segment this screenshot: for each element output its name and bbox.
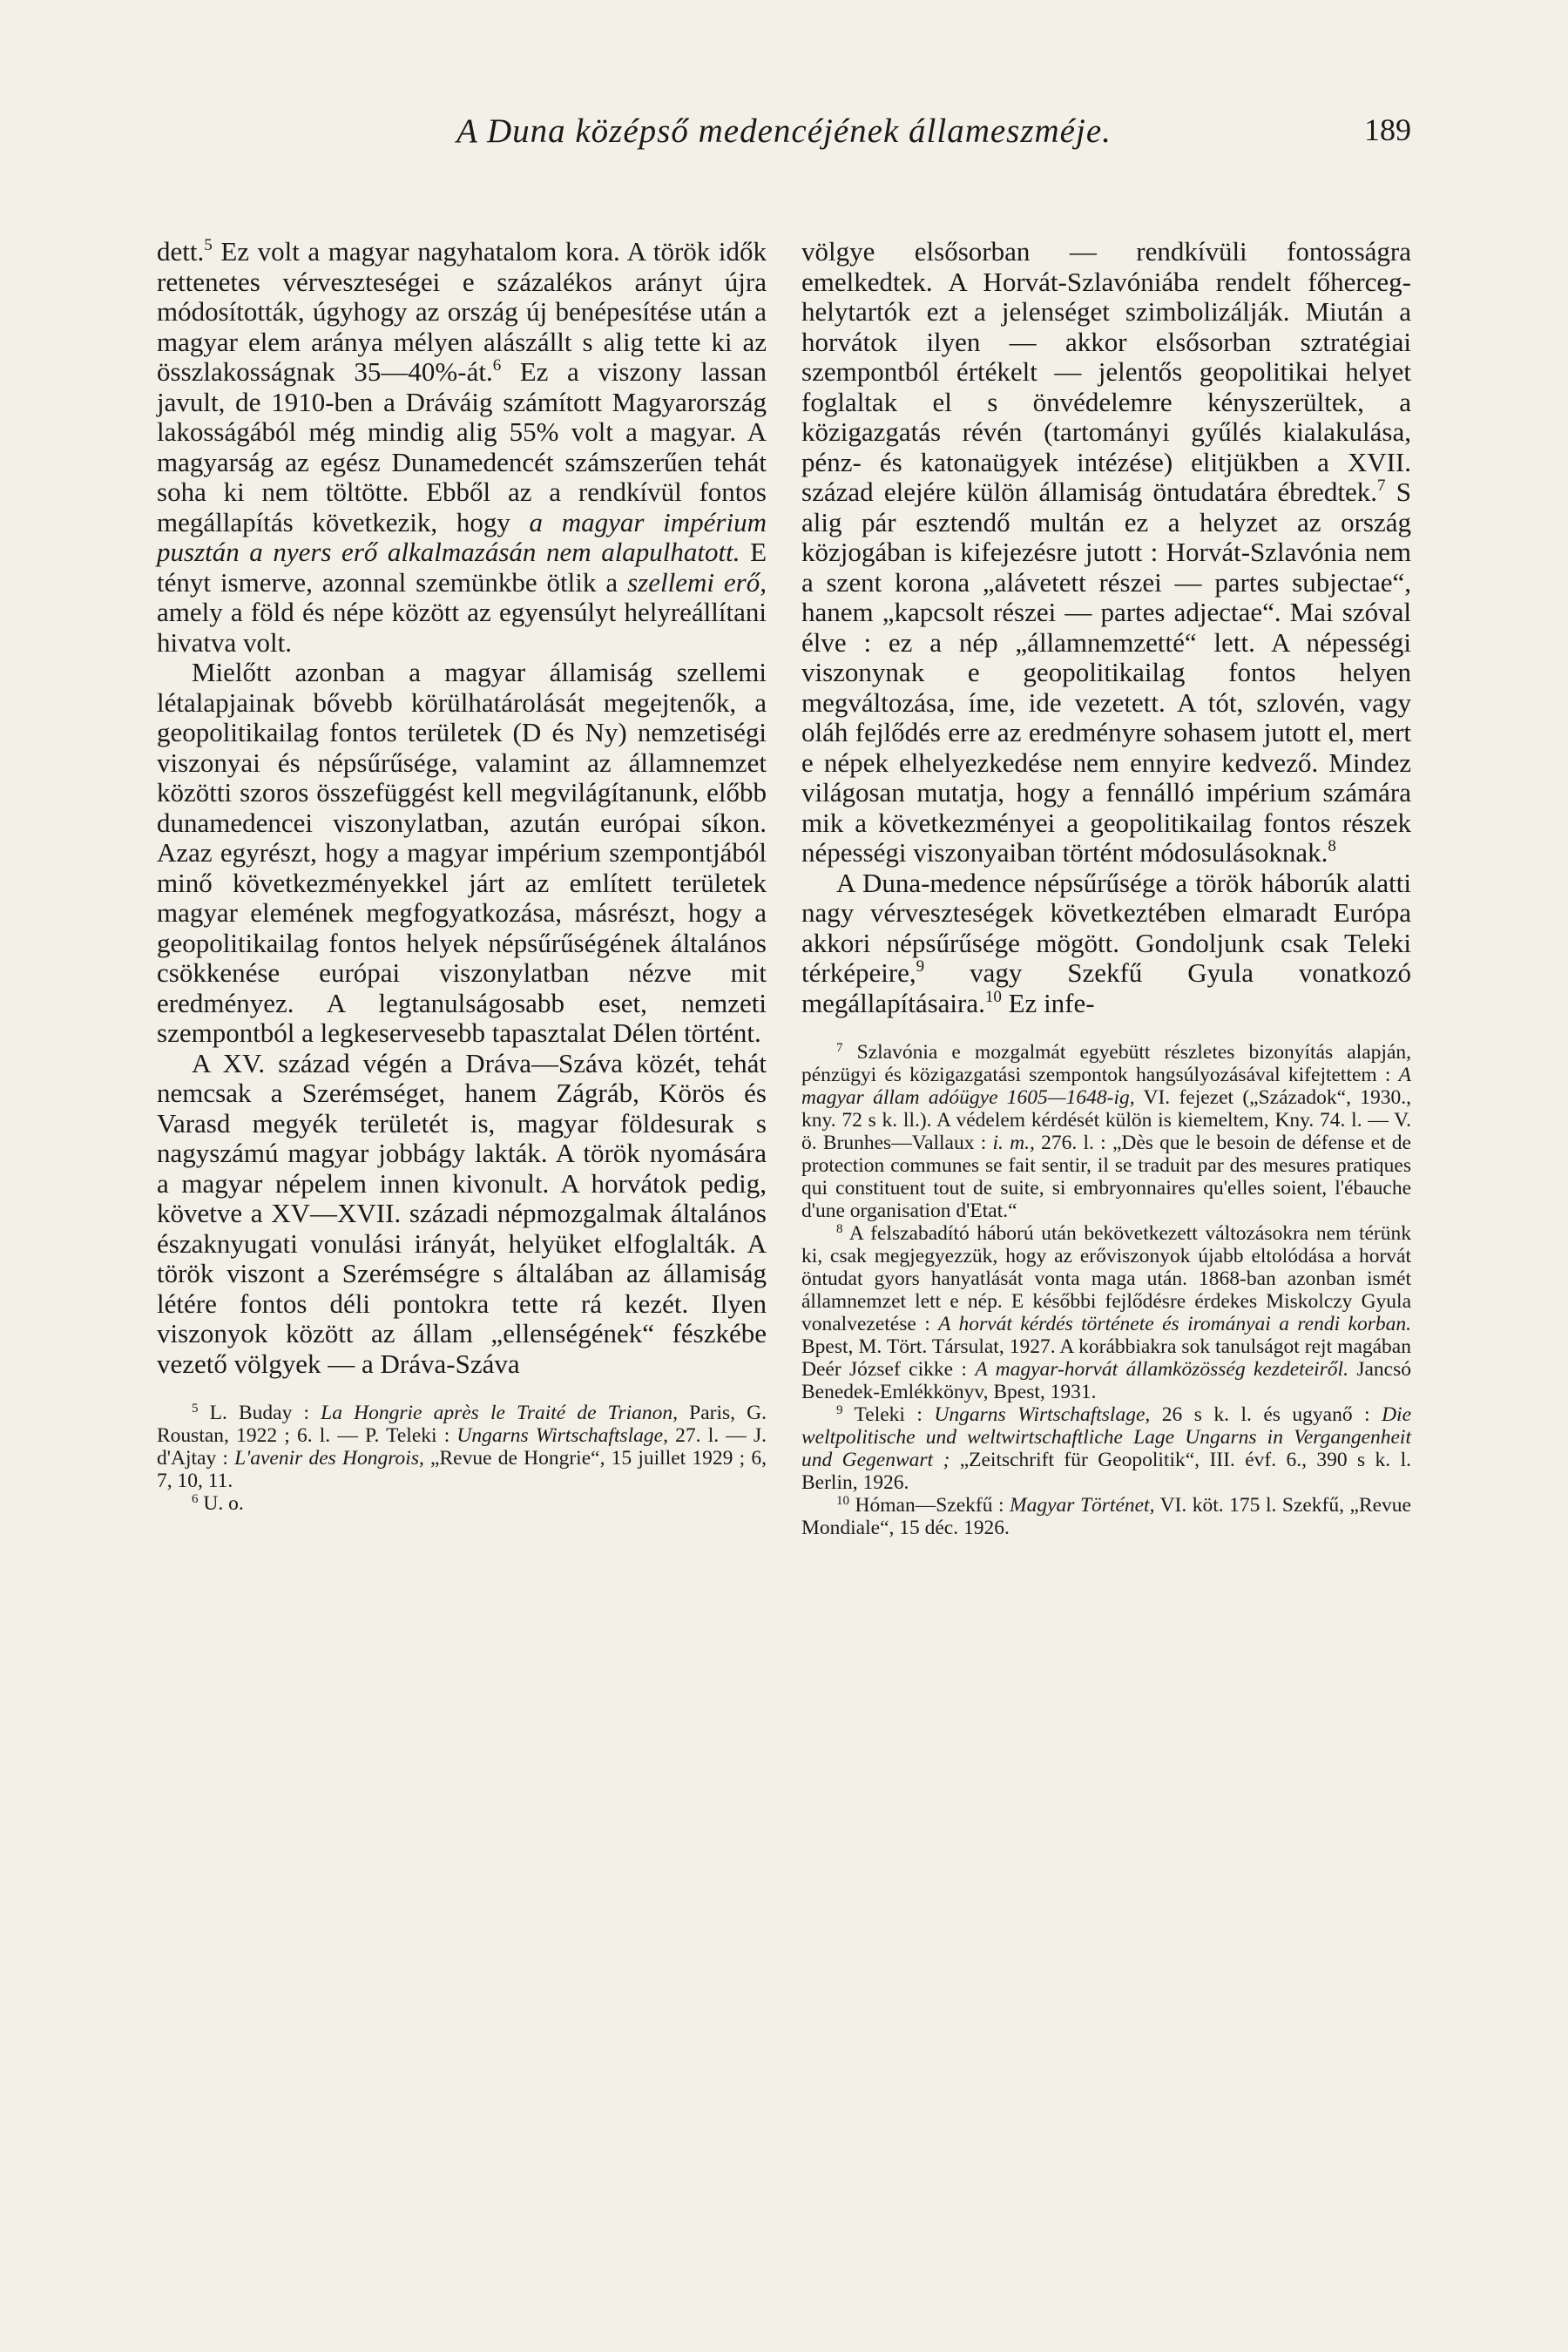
paragraph: A XV. század végén a Dráva—Száva közét, tehát nemcsak a Szerémséget, hanem Zágráb, Körös és Varasd megyék területét is, magyar földesurak s nagyszámú magyar jobbágy lakták. A török nyomására a magyar népelem innen kivonult. A horvátok pedig, követve a XV—XVII. századi népmozgalmak általános északnyugati vonulási irányát, helyüket elfoglalták. A török viszont a Szerémségre s általában az államiság létére fontos déli pontokra tette rá kezét. Ilyen viszonyok között az állam „ellenségének“ fészkébe vezető völgyek — a Dráva-Száva — [157, 1047, 767, 1379]
page-number: 189 — [1364, 112, 1411, 147]
footnote-ref[interactable]: 8 — [1328, 837, 1336, 855]
footnote-7: $^7$ Szlavónia e mozgalmát egyebütt részletes bizonyítás alapján, pénzügyi és közigazgatási szempontok hangsúlyozásával kifejtettem : A magyar állam adóügye 1605—1648-ig, VI. fejezet („Századok“, 1930., kny. 72 s k. ll.). A védelem kérdését külön is kiemeltem, Kny. 74. l. — V. ö. Brunhes—Vallaux : i. m., 276. l. : „Dès que le besoin de défense et de protection communes se fait sentir, il se traduit par des mesures pratiques qui constituent tout de suite, si embryonnaires qu'elles soient, l'ébauche d'une organisation d'Etat.“ — [801, 1041, 1411, 1222]
footnote-10: $^{10}$ Hóman—Szekfű : Magyar Történet, VI. köt. 175 l. Szekfű, „Revue Mondiale“, 15 déc. 1926. — [801, 1494, 1411, 1539]
footnotes — [157, 1402, 767, 1515]
footnote-ref[interactable]: 6 — [492, 356, 502, 375]
right-column — [801, 237, 1411, 1539]
footnote-ref[interactable]: 5 — [204, 236, 213, 254]
footnotes — [801, 1041, 1411, 1539]
footnote-5: $^5$ L. Buday : La Hongrie après le Traité de Trianon, Paris, G. Roustan, 1922 ; 6. l. — P. Teleki : Ungarns Wirtschaftslage, 27. l. — J. d'Ajtay : L'avenir des Hongrois, „Revue de Hongrie“, 15 juillet 1929 ; 6, 7, 10, 11. — [157, 1402, 767, 1492]
footnote-8: $^8$ A felszabadító háború után bekövetkezett változásokra nem térünk ki, csak megjegyezzük, hogy az erőviszonyok újabb eltolódása a horvát öntudat gyors hanyatlását vonta maga után. 1868-ban azonban ismét államnemzet lett e nép. E későbbi fejlődésre érdekes Miskolczy Gyula vonalvezetése : A horvát kérdés története és irományai a rendi korban. Bpest, M. Tört. Társulat, 1927. A korábbiakra sok tanulságot rejt magában Deér József cikke : A magyar-horvát államközösség kezdeteiről. Jancsó Benedek-Emlékkönyv, Bpest, 1931. — [801, 1222, 1411, 1403]
running-title: A Duna középső medencéjének állameszméje. — [456, 112, 1112, 150]
footnote-ref[interactable]: 9 — [916, 957, 925, 976]
page-header — [157, 112, 1411, 164]
footnote-ref[interactable]: 10 — [984, 987, 1002, 1006]
paragraph: dett.$^5$ Ez volt a magyar nagyhatalom kora. A török idők rettenetes vérveszteségei e százalékos arányt újra módosították, úgyhogy az ország új benépesítése után a magyar elem aránya mélyen alászállt s alig tette ki az összlakosságnak 35—40%-át.$^6$ Ez a viszony lassan javult, de 1910-ben a Dráváig számított Magyarország lakosságából még mindig alig 55% volt a magyar. A magyarság az egész Dunamedencét számszerűen tehát soha ki nem töltötte. Ebből az a rendkívül fontos megállapítás következik, hogy a magyar impérium pusztán a nyers erő alkalmazásán nem alapulhatott. E tényt ismerve, azonnal szemünkbe ötlik a szellemi erő, amely a föld és népe között az egyensúlyt helyreállítani hivatva volt. — [157, 236, 767, 658]
footnote-9: $^9$ Teleki : Ungarns Wirtschaftslage, 26 s k. l. és ugyanő : Die weltpolitische und weltwirtschaftliche Lage Ungarns in Vergangenheit und Gegenwart ; „Zeitschrift für Geopolitik“, III. évf. 6., 390 s k. l. Berlin, 1926. — [801, 1403, 1411, 1494]
footnote-6: $^6$ U. o. — [192, 1492, 244, 1515]
footnote-ref[interactable]: 7 — [1377, 476, 1386, 495]
left-column — [157, 237, 767, 1515]
paragraph: völgye elsősorban — rendkívüli fontosságra emelkedtek. A Horvát-Szlavóniába rendelt főherceg-helytartók ezt a jelenséget szimbolizálják. Miután a horvátok ilyen — akkor elsősorban sztratégiai szempontból értékelt — jelentős geopolitikai helyet foglaltak el s önvédelemre kényszerültek, a közigazgatás révén (tartományi gyűlés kialakulása, pénz- és katonaügyek intézése) elitjükben a XVII. század elejére külön államiság öntudatára ébredtek.$^7$ S alig pár esztendő multán ez a helyzet az ország közjogában is kifejezésre jutott : Horvát-Szlavónia nem a szent korona „alávetett részei — partes subjectae“, hanem „kapcsolt részei — partes adjectae“. Mai szóval élve : ez a nép „államnemzetté“ lett. A népességi viszonynak e geopolitikailag fontos helyen megváltozása, íme, ide vezetett. A tót, szlovén, vagy oláh fejlődés erre az eredményre sohasem jutott el, mert e népek elhelyezkedése nem ennyire kedvező. Mindez világosan mutatja, hogy a fennálló impérium számára mik a következményei a geopolitikailag fontos részek népességi viszonyaiban történt módosulásoknak.$^8$ — [801, 236, 1411, 868]
paragraph: Mielőtt azonban a magyar államiság szellemi létalapjainak bővebb körülhatárolását megejtenők, a geopolitikailag fontos területek (D és Ny) nemzetiségi viszonyai és népsűrűsége, valamint az államnemzet közötti szoros összefüggést kell megvilágítanunk, előbb dunamedencei viszonylatban, azután európai síkon. Azaz egyrészt, hogy a magyar impérium szempontjából minő következményekkel járt az említett területek magyar elemének megfogyatkozása, másrészt, hogy a geopolitikailag fontos helyek népsűrűségének általános csökkenése európai viszonylatban nézve mit eredményez. A legtanulságosabb eset, nemzeti szempontból a legkeservesebb tapasztalat Délen történt. — [157, 657, 767, 1048]
paragraph: A Duna-medence népsűrűsége a török háborúk alatti nagy vérveszteségek következtében elmaradt Európa akkori népsűrűsége mögött. Gondoljunk csak Teleki térképeire,$^9$ vagy Szekfű Gyula vonatkozó megállapításaira.$^{10}$ Ez infe- — [801, 867, 1411, 1018]
